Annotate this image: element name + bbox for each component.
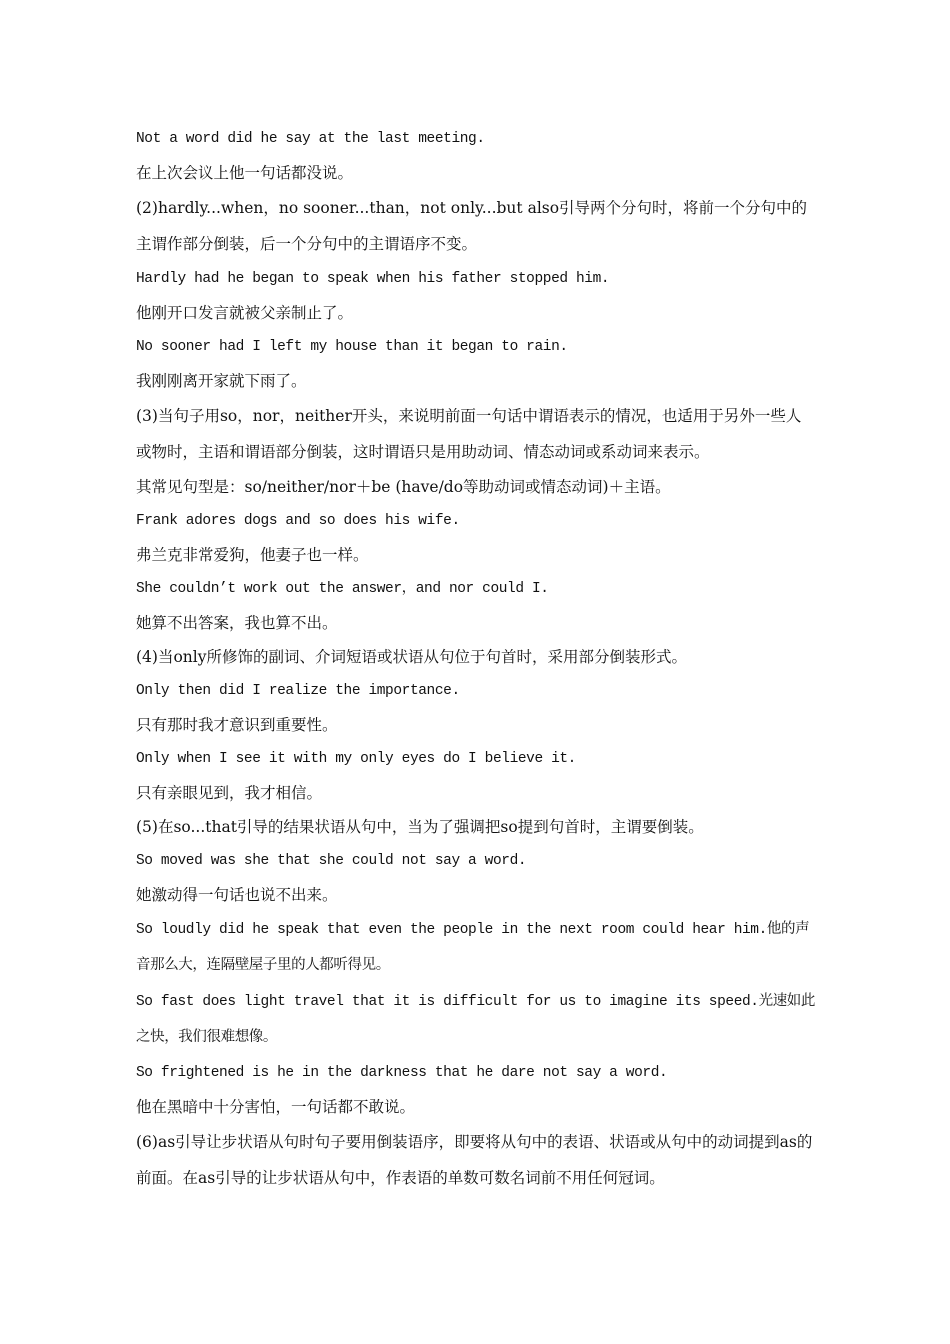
document-body <box>136 122 816 1196</box>
example-translation: 她激动得一句话也说不出来。 <box>136 886 338 904</box>
example-translation: 他在黑暗中十分害怕，一句话都不敢说。 <box>136 1098 416 1116</box>
example-translation: 弗兰克非常爱狗，他妻子也一样。 <box>136 546 369 564</box>
example-with-translation: So fast does light travel that it is difficult for us to imagine its speed.光速如此之快，我们很难想像。 <box>136 994 816 1046</box>
example-sentence: Only when I see it with my only eyes do I believe it. <box>136 751 576 767</box>
example-sentence: So moved was she that she could not say a word. <box>136 853 527 869</box>
example-sentence: Not a word did he say at the last meeting. <box>136 131 485 147</box>
example-sentence: She couldn’t work out the answer，and nor could I. <box>136 581 549 597</box>
example-sentence: So frightened is he in the darkness that he dare not say a word. <box>136 1065 668 1081</box>
example-translation: 她算不出答案，我也算不出。 <box>136 614 338 632</box>
sentence-pattern: 其常见句型是：so/neither/nor＋be (have/do等助动词或情态动词)＋主语。 <box>136 478 671 496</box>
grammar-rule-4: (4)当only所修饰的副词、介词短语或状语从句位于句首时，采用部分倒装形式。 <box>136 648 687 666</box>
example-translation: 只有那时我才意识到重要性。 <box>136 716 338 734</box>
example-translation: 只有亲眼见到，我才相信。 <box>136 784 323 802</box>
example-translation: 我刚刚离开家就下雨了。 <box>136 372 307 390</box>
grammar-rule-5: (5)在so...that引导的结果状语从句中，当为了强调把so提到句首时，主谓要倒装。 <box>136 818 704 836</box>
example-with-translation: So loudly did he speak that even the people in the next room could hear him.他的声音那么大，连隔壁屋子里的人都听得见。 <box>136 922 810 974</box>
example-translation: 他刚开口发言就被父亲制止了。 <box>136 304 354 322</box>
example-sentence: Frank adores dogs and so does his wife. <box>136 513 460 529</box>
example-sentence: No sooner had I left my house than it began to rain. <box>136 339 568 355</box>
grammar-rule-3: (3)当句子用so，nor，neither开头，来说明前面一句话中谓语表示的情况，也适用于另外一些人或物时，主语和谓语部分倒装，这时谓语只是用助动词、情态动词或系动词来表示。 <box>136 407 802 461</box>
example-translation: 在上次会议上他一句话都没说。 <box>136 164 354 182</box>
grammar-rule-6: (6)as引导让步状语从句时句子要用倒装语序，即要将从句中的表语、状语或从句中的动词提到as的前面。在as引导的让步状语从句中，作表语的单数可数名词前不用任何冠词。 <box>136 1133 813 1187</box>
example-sentence: Hardly had he began to speak when his father stopped him. <box>136 271 610 287</box>
example-sentence: Only then did I realize the importance. <box>136 683 460 699</box>
grammar-rule-2: (2)hardly...when，no sooner...than，not only...but also引导两个分句时，将前一个分句中的主谓作部分倒装，后一个分句中的主谓语序不变。 <box>136 199 808 253</box>
